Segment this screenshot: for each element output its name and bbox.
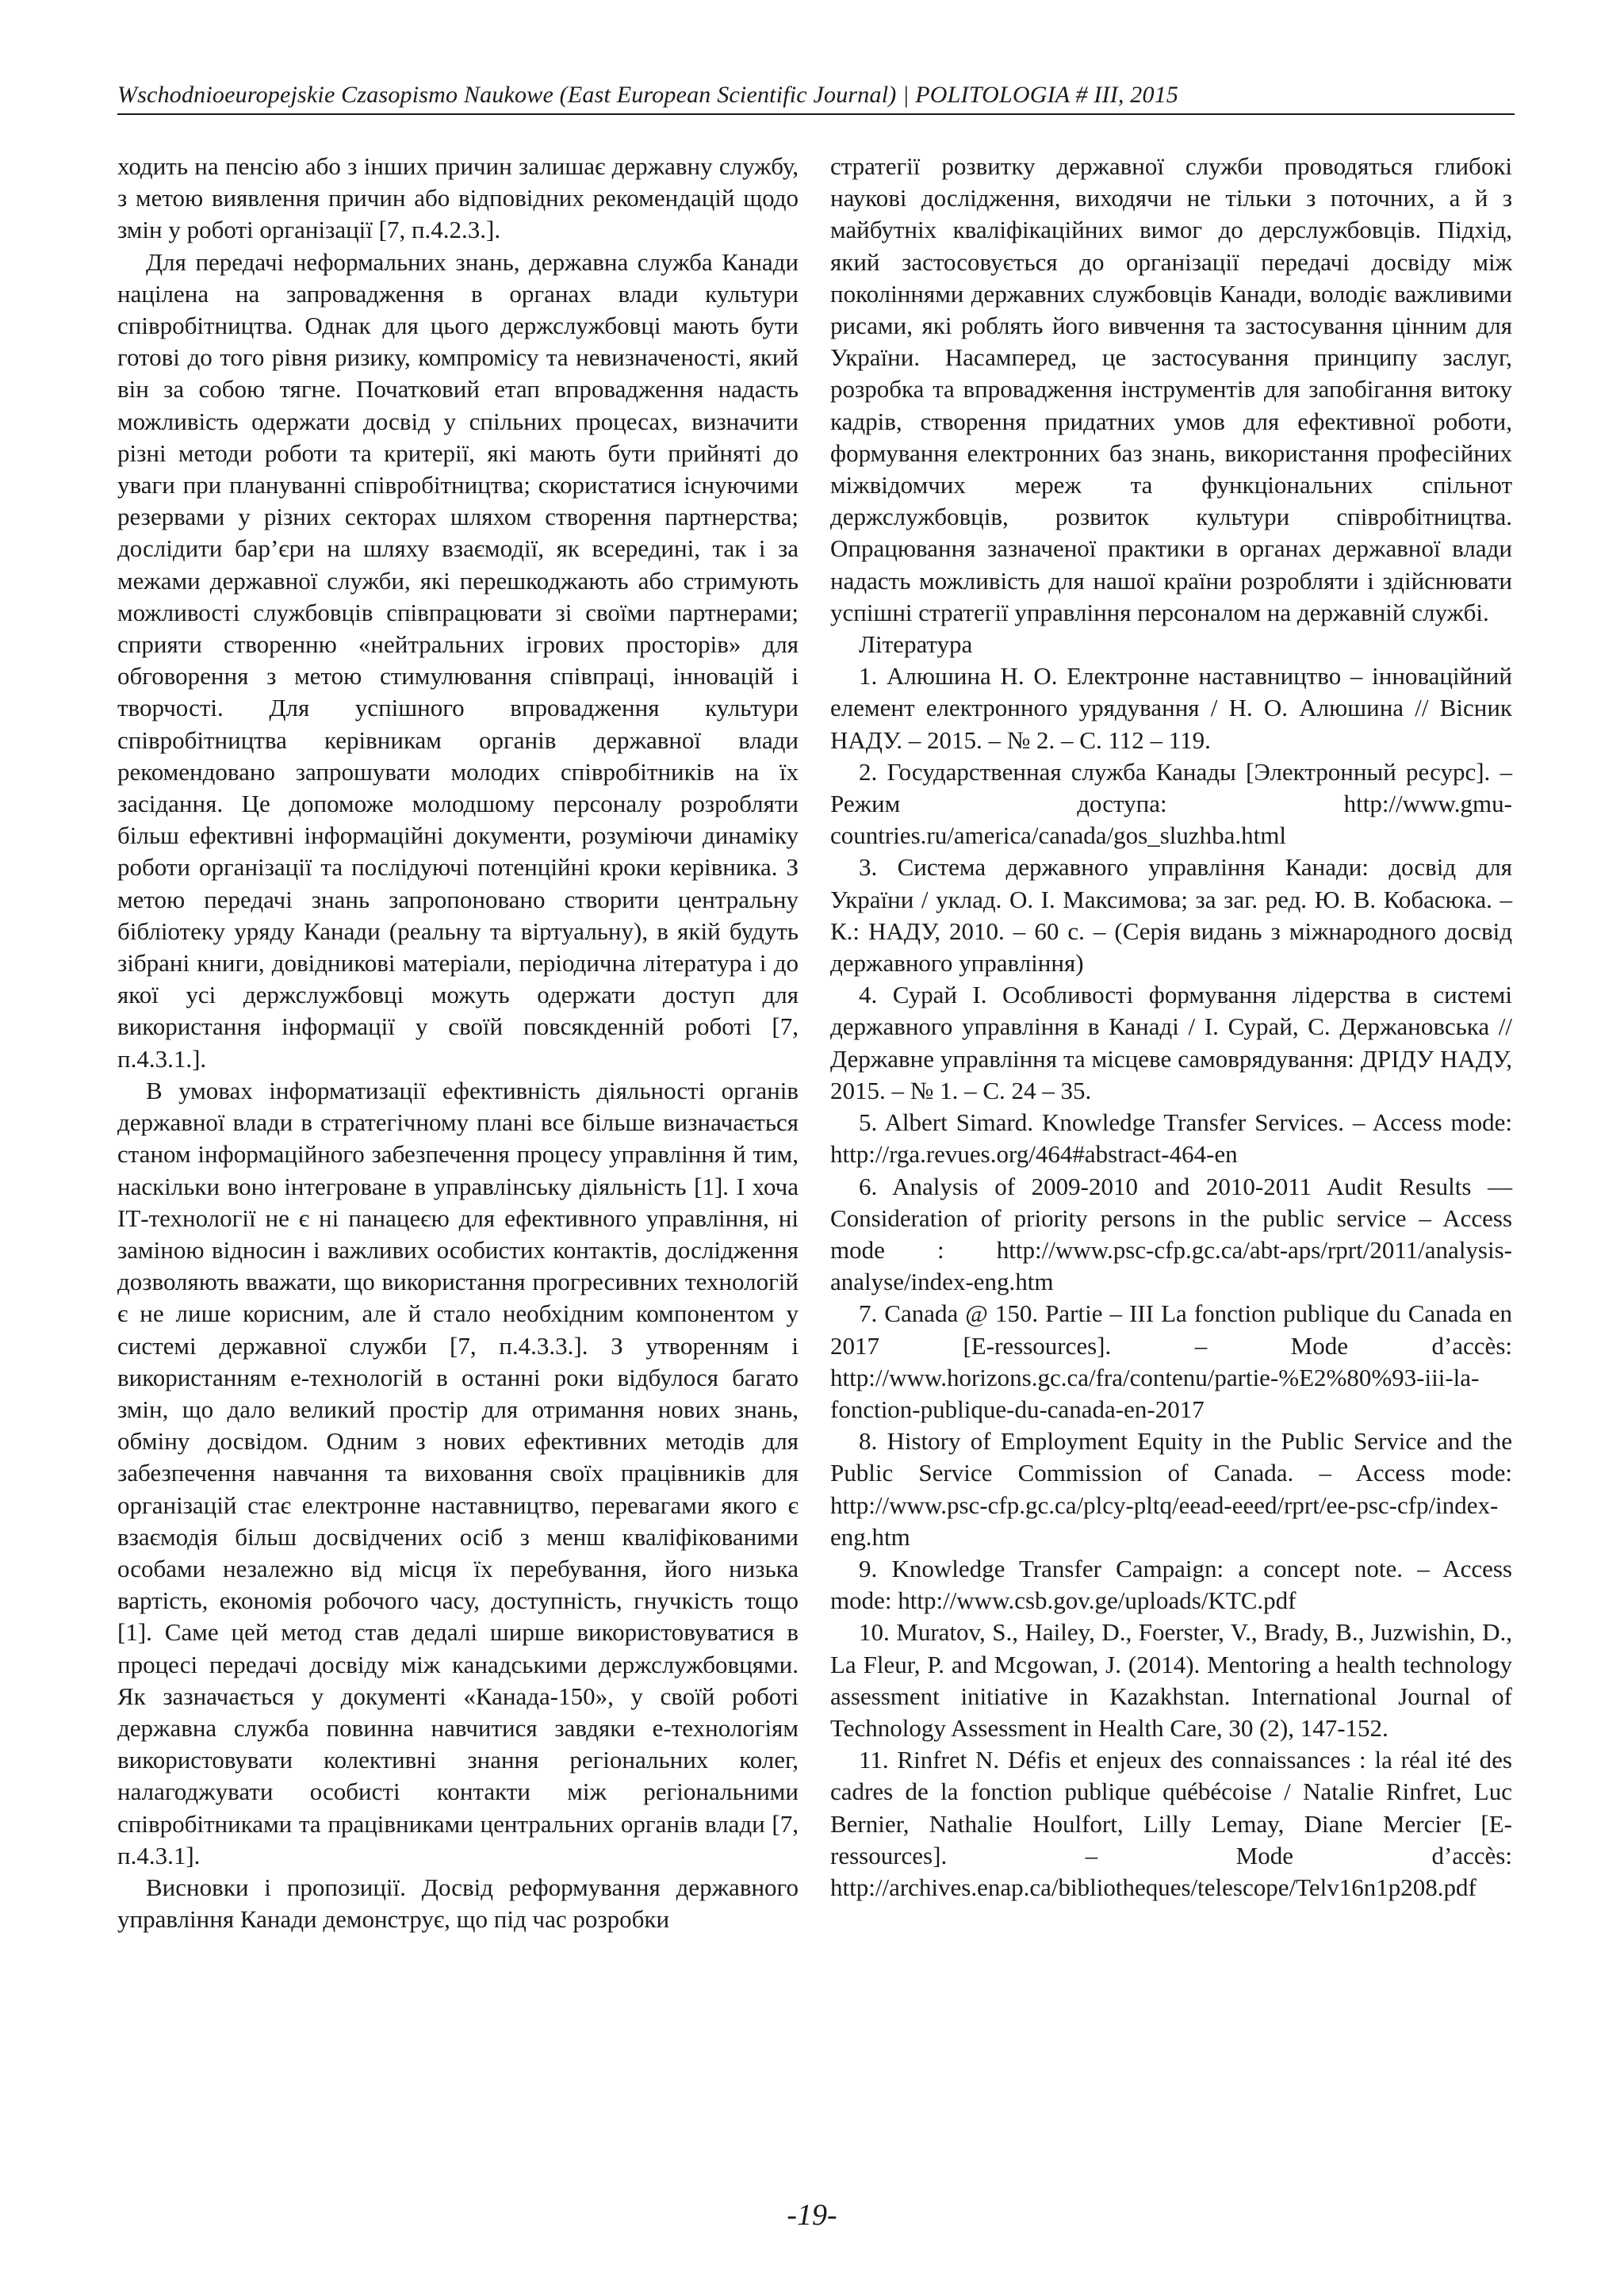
reference-item: 4. Сурай І. Особливості формування лідерства в системі державного управління в Канаді / І. Сурай, С. Держановська // Державне управління та місцеве самоврядування: ДРІДУ НАДУ, 2015. – № 1. – С. 24 – 35. <box>830 981 1512 1104</box>
page-number: -19- <box>787 2198 837 2232</box>
running-header: Wschodnioeuropejskie Czasopismo Naukowe (East European Scientific Journal) | POLITOLOGIA # III, 2015 <box>117 82 1179 108</box>
reference-item: 10. Muratov, S., Hailey, D., Foerster, V., Brady, B., Juzwishin, D., La Fleur, P. and Mcgowan, J. (2014). Mentoring a health technology assessment initiative in Kazakhstan. International Journal of Technology Assessment in Health Care, 30 (2), 147-152. <box>830 1618 1512 1742</box>
reference-item: 11. Rinfret N. Défis et enjeux des connaissances : la réal ité des cadres de la fonction publique québécoise / Natalie Rinfret, Luc Bernier, Nathalie Houlfort, Lilly Lemay, Diane Mercier [E-ressources]. – Mode d’accès: http://archives.enap.ca/bibliotheques/telescope/Telv16n1p208.pdf <box>830 1746 1512 1901</box>
references-heading: Література <box>859 630 973 659</box>
right-column <box>830 151 1512 1904</box>
reference-item: 7. Canada @ 150. Partie – III La fonction publique du Canada en 2017 [E-ressources]. – Mode d’accès: http://www.horizons.gc.ca/fra/contenu/partie-%E2%80%93-iii-la-fonction-publique-du-canada-en-2017 <box>830 1299 1512 1423</box>
reference-item: 9. Knowledge Transfer Campaign: a concept note. – Access mode: http://www.csb.gov.ge/uploads/KTC.pdf <box>830 1554 1512 1615</box>
left-column <box>117 151 799 1935</box>
reference-item: 5. Albert Simard. Knowledge Transfer Services. – Access mode: http://rga.revues.org/464#abstract-464-en <box>830 1108 1512 1169</box>
reference-item: 3. Система державного управління Канади: досвід для України / уклад. О. І. Максимова; за заг. ред. Ю. В. Кобасюка. – К.: НАДУ, 2010. – 60 с. – (Серія видань з міжнародного досвід державного управління) <box>830 853 1512 978</box>
paragraph-informatization: В умовах інформатизації ефективність діяльності органів державної влади в стратегічному плані все більше визначається станом інформаційного забезпечення процесу управління й тим, наскільки воно інтегроване в управлінську діяльність [1]. І хоча ІТ-технології не є ні панацеєю для ефективного управління, ні заміною відносин і важливих особистих контактів, дослідження дозволяють вважати, що використання прогресивних технологій є не лише корисним, але й стало необхідним компонентом у системі державної служби [7, п.4.3.3.]. З утворенням і використанням е-технологій в останні роки відбулося багато змін, що дало великий простір для отримання нових знань, обміну досвідом. Одним з нових ефективних методів для забезпечення навчання та виховання своїх працівників для організацій стає електронне наставництво, перевагами якого є взаємодія більш досвідчених осіб з менш кваліфікованими особами незалежно від місця їх перебування, його низька вартість, економія робочого часу, доступність, гнучкість тощо [1]. Саме цей метод став дедалі ширше використовуватися в процесі передачі досвіду між канадськими держслужбовцями. Як зазначається у документі «Канада-150», у своїй роботі державна служба повинна навчитися завдяки е-технологіям використовувати колективні знання регіональних колег, налагоджувати особисті контакти між регіональними співробітниками та працівниками центральних органів влади [7, п.4.3.1]. <box>117 1076 799 1869</box>
paragraph-conclusions: Висновки і пропозиції. Досвід реформування державного управління Канади демонструє, що під час розробки <box>117 1873 799 1934</box>
paragraph-knowledge-transfer: Для передачі неформальних знань, державна служба Канади націлена на запровадження в органах влади культури співробітництва. Однак для цього держслужбовці мають бути готові до того рівня ризику, компромісу та невизначеності, який він за собою тягне. Початковий етап впровадження надасть можливість одержати досвід у спільних процесах, визначити різні методи роботи та критерії, які мають бути прийняті до уваги при плануванні співробітництва; скористатися існуючими резервами у різних секторах шляхом створення партнерства; дослідити бар’єри на шляху взаємодії, як всередині, так і за межами державної служби, які перешкоджають або стримують можливості службовців співпрацювати зі своїми партнерами; сприяти створенню «нейтральних ігрових просторів» для обговорення з метою стимулювання співпраці, інновацій і творчості. Для успішного впровадження культури співробітництва керівникам органів державної влади рекомендовано запрошувати молодих співробітників на їх засідання. Це допоможе молодшому персоналу розробляти більш ефективні інформаційні документи, розуміючи динаміку роботи організації та послідуючі потенційні кроки керівника. З метою передачі знань запропоновано створити центральну бібліотеку уряду Канади (реальну та віртуальну), в якій будуть зібрані книги, довідникові матеріали, періодична література і до якої усі держслужбовці можуть одержати доступ для використання інформації у своїй повсякденній роботі [7, п.4.3.1.]. <box>117 247 799 1073</box>
paragraph-conclusions-continued: стратегії розвитку державної служби проводяться глибокі наукові дослідження, виходячи не тільки з поточних, а й з майбутніх кваліфікаційних вимог до дерслужбовців. Підхід, який застосовується до організації передачі досвіду між поколіннями державних службовців Канади, володіє важливими рисами, які роблять його вивчення та застосування цінним для України. Насамперед, це застосування принципу заслуг, розробка та впровадження інструментів для запобігання витоку кадрів, створення придатних умов для ефективної роботи, формування електронних баз знань, використання професійних міжвідомчих мереж та функціональних спільнот держслужбовців, розвиток культури співробітництва. Опрацювання зазначеної практики в органах державної влади надасть можливість для нашої країни розробляти і здійснювати успішні стратегії управління персоналом на державній службі. <box>830 152 1512 626</box>
reference-item: 1. Алюшина Н. О. Електронне наставництво – інноваційний елемент електронного урядування / Н. О. Алюшина // Вісник НАДУ. – 2015. – № 2. – С. 112 – 119. <box>830 662 1512 754</box>
reference-item: 2. Государственная служба Канады [Электронный ресурс]. – Режим доступа: http://www.gmu-countries.ru/america/canada/gos_sluzhba.html <box>830 757 1512 850</box>
reference-item: 6. Analysis of 2009-2010 and 2010-2011 Audit Results — Consideration of priority persons in the public service – Access mode : http://www.psc-cfp.gc.ca/abt-aps/rprt/2011/analysis-analyse/index-eng.htm <box>830 1172 1512 1296</box>
header-rule <box>117 113 1515 115</box>
reference-item: 8. History of Employment Equity in the Public Service and the Public Service Commission of Canada. – Access mode: http://www.psc-cfp.gc.ca/plcy-pltq/eead-eeed/rprt/ee-psc-cfp/index-eng.htm <box>830 1427 1512 1551</box>
references-list <box>830 660 1512 1904</box>
paragraph-continued: ходить на пенсію або з інших причин залишає державну службу, з метою виявлення причин або відповідних рекомендацій щодо змін у роботі організації [7, п.4.2.3.]. <box>117 152 799 244</box>
